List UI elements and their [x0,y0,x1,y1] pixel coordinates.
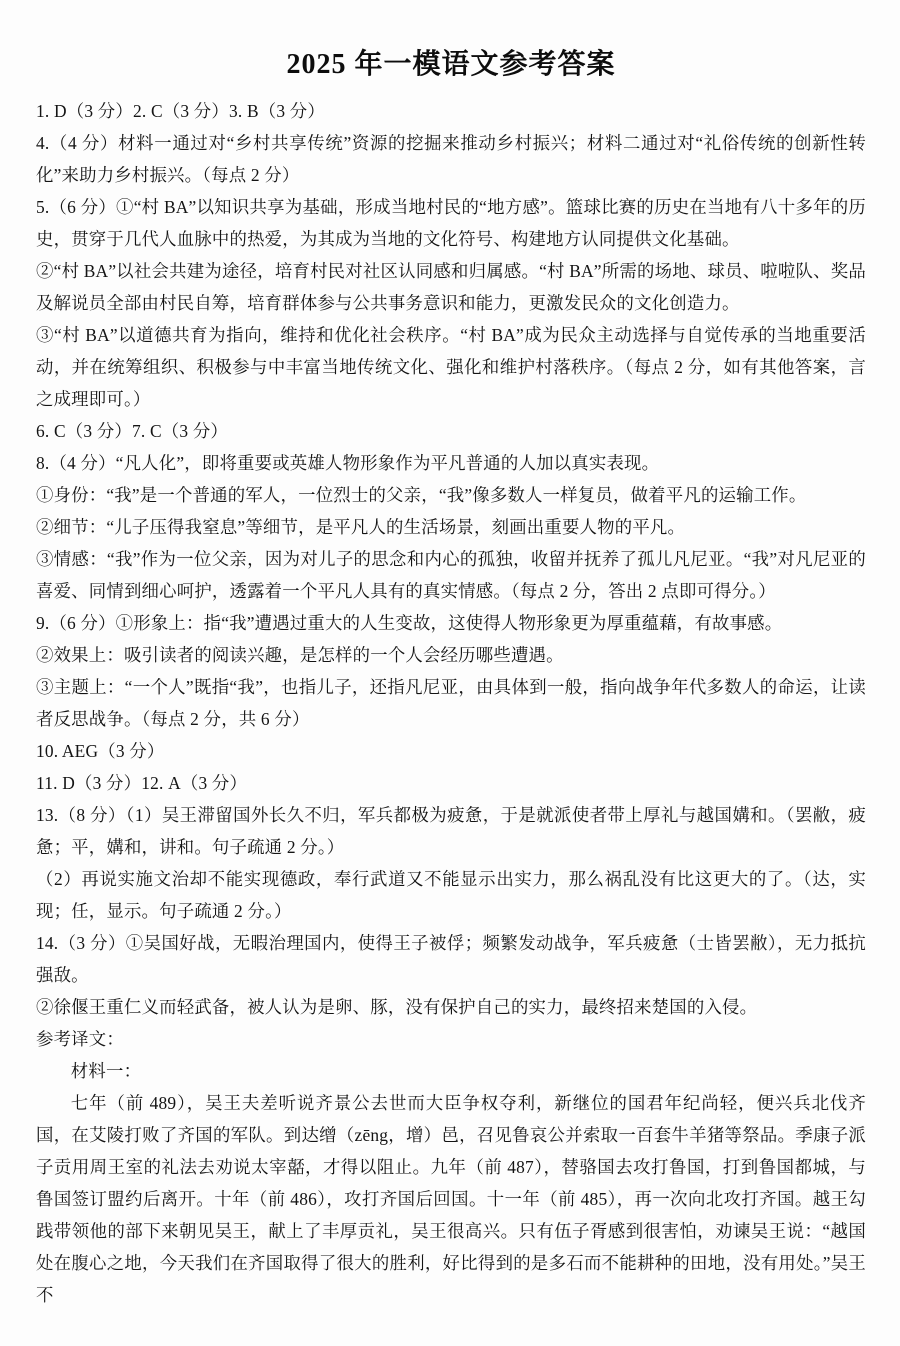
paragraph: 6. C（3 分）7. C（3 分） [36,421,229,441]
paragraph: ②徐偃王重仁义而轻武备，被人认为是卵、豚，没有保护自己的实力，最终招来楚国的入侵。 [36,997,758,1017]
document-body [36,95,866,1311]
paragraph: ③主题上：“一个人”既指“我”，也指儿子，还指凡尼亚，由具体到一般，指向战争年代多数人的命运，让读者反思战争。（每点 2 分，共 6 分） [36,677,866,729]
paragraph: 4.（4 分）材料一通过对“乡村共享传统”资源的挖掘来推动乡村振兴；材料二通过对“礼俗传统的创新性转化”来助力乡村振兴。（每点 2 分） [36,133,866,185]
paragraph: ②效果上：吸引读者的阅读兴趣，是怎样的一个人会经历哪些遭遇。 [36,645,564,665]
paragraph: ①身份：“我”是一个普通的军人，一位烈士的父亲，“我”像多数人一样复员，做着平凡的运输工作。 [36,485,807,505]
page-title: 2025 年一模语文参考答案 [286,49,616,80]
paragraph: ②细节：“儿子压得我窒息”等细节，是平凡人的生活场景，刻画出重要人物的平凡。 [36,517,686,537]
paragraph: （2）再说实施文治却不能实现德政，奉行武道又不能显示出实力，那么祸乱没有比这更大的了。（达，实现；任，显示。句子疏通 2 分。） [36,869,866,921]
paragraph: ③“村 BA”以道德共育为指向，维持和优化社会秩序。“村 BA”成为民众主动选择与自觉传承的当地重要活动，并在统筹组织、积极参与中丰富当地传统文化、强化和维护村落秩序。（每点 2 分，如有其他答案，言之成理即可。） [36,325,866,409]
paragraph: 10. AEG（3 分） [36,741,165,761]
paragraph: 11. D（3 分）12. A（3 分） [36,773,248,793]
paragraph: 9.（6 分）①形象上：指“我”遭遇过重大的人生变故，这使得人物形象更为厚重蕴藉，有故事感。 [36,613,783,633]
paragraph: 1. D（3 分）2. C（3 分）3. B（3 分） [36,101,325,121]
paragraph: 8.（4 分）“凡人化”，即将重要或英雄人物形象作为平凡普通的人加以真实表现。 [36,453,660,473]
paragraph: 14.（3 分）①吴国好战，无暇治理国内，使得王子被俘；频繁发动战争，军兵疲惫（士皆罢敝），无力抵抗强敌。 [36,933,866,985]
paragraph: 七年（前 489），吴王夫差听说齐景公去世而大臣争权夺利，新继位的国君年纪尚轻，便兴兵北伐齐国，在艾陵打败了齐国的军队。到达缯（zēng，增）邑，召见鲁哀公并索取一百套牛羊猪等祭品。季康子派子贡用周王室的礼法去劝说太宰嚭，才得以阻止。九年（前 487），替骆国去攻打鲁国，打到鲁国都城，与鲁国签订盟约后离开。十年（前 486），攻打齐国后回国。十一年（前 485），再一次向北攻打齐国。越王勾践带领他的部下来朝见吴王，献上了丰厚贡礼，吴王很高兴。只有伍子胥感到很害怕，劝谏吴王说：“越国处在腹心之地，今天我们在齐国取得了很大的胜利，好比得到的是多石而不能耕种的田地，没有用处。”吴王不 [36,1093,866,1305]
paragraph: ②“村 BA”以社会共建为途径，培育村民对社区认同感和归属感。“村 BA”所需的场地、球员、啦啦队、奖品及解说员全部由村民自筹，培育群体参与公共事务意识和能力，更激发民众的文化创造力。 [36,261,866,313]
paragraph: 材料一： [70,1061,142,1081]
paragraph: 参考译文： [36,1029,124,1049]
paragraph: ③情感：“我”作为一位父亲，因为对儿子的思念和内心的孤独，收留并抚养了孤儿凡尼亚。“我”对凡尼亚的喜爱、同情到细心呵护，透露着一个平凡人具有的真实情感。（每点 2 分，答出 2 点即可得分。） [36,549,866,601]
paragraph: 5.（6 分）①“村 BA”以知识共享为基础，形成当地村民的“地方感”。篮球比赛的历史在当地有八十多年的历史，贯穿于几代人血脉中的热爱，为其成为当地的文化符号、构建地方认同提供文化基础。 [36,197,866,249]
paragraph: 13.（8 分）（1）吴王滞留国外长久不归，军兵都极为疲惫，于是就派使者带上厚礼与越国媾和。（罢敝，疲惫；平，媾和，讲和。句子疏通 2 分。） [36,805,866,857]
